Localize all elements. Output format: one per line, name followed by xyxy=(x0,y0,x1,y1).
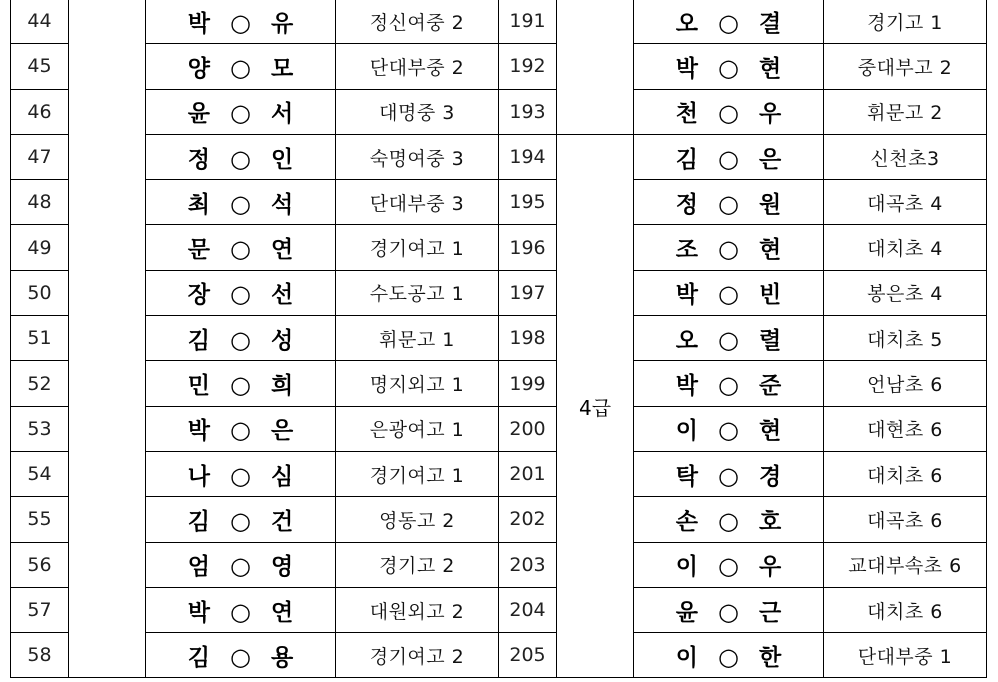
school-cell: 명지외고 1 xyxy=(336,361,499,406)
school-cell: 단대부중 1 xyxy=(824,633,987,678)
given-name: 서 xyxy=(270,101,294,128)
name-cell xyxy=(146,406,336,451)
school-cell: 휘문고 2 xyxy=(824,89,987,134)
surname: 이 xyxy=(675,554,699,581)
masked-char-circle: ○ xyxy=(230,642,251,671)
table-row xyxy=(11,89,987,134)
school-cell: 대명중 3 xyxy=(336,89,499,134)
school-cell: 교대부속초 6 xyxy=(824,542,987,587)
given-name: 준 xyxy=(758,373,782,400)
entry-number: 191 xyxy=(499,0,557,44)
surname: 양 xyxy=(187,55,211,82)
table-row xyxy=(11,44,987,89)
masked-char-circle: ○ xyxy=(718,189,739,218)
school-cell: 은광여고 1 xyxy=(336,406,499,451)
school-cell: 대곡초 4 xyxy=(824,180,987,225)
given-name: 인 xyxy=(270,146,294,173)
surname: 장 xyxy=(187,282,211,309)
entry-number: 205 xyxy=(499,633,557,678)
given-name: 석 xyxy=(270,191,294,218)
name-cell xyxy=(634,225,824,270)
masked-char-circle: ○ xyxy=(718,53,739,82)
given-name: 우 xyxy=(758,554,782,581)
given-name: 현 xyxy=(758,55,782,82)
masked-char-circle: ○ xyxy=(230,371,251,400)
school-cell: 대원외고 2 xyxy=(336,587,499,632)
name-cell xyxy=(634,270,824,315)
name-cell xyxy=(146,451,336,496)
given-name: 선 xyxy=(270,282,294,309)
surname: 천 xyxy=(675,101,699,128)
name-cell xyxy=(634,180,824,225)
entry-number: 204 xyxy=(499,587,557,632)
masked-char-circle: ○ xyxy=(718,325,739,354)
entry-number: 194 xyxy=(499,134,557,179)
name-cell xyxy=(634,451,824,496)
name-cell xyxy=(146,316,336,361)
given-name: 현 xyxy=(758,237,782,264)
entry-number: 53 xyxy=(11,406,69,451)
table-row xyxy=(11,180,987,225)
entry-number: 58 xyxy=(11,633,69,678)
masked-char-circle: ○ xyxy=(718,144,739,173)
surname: 박 xyxy=(675,373,699,400)
table-row xyxy=(11,451,987,496)
name-cell xyxy=(634,0,824,44)
table-row xyxy=(11,587,987,632)
table-row xyxy=(11,316,987,361)
name-cell xyxy=(146,633,336,678)
surname: 엄 xyxy=(187,554,211,581)
masked-char-circle: ○ xyxy=(230,235,251,264)
entry-number: 51 xyxy=(11,316,69,361)
school-cell: 경기고 1 xyxy=(824,0,987,44)
table-row xyxy=(11,270,987,315)
entry-number: 196 xyxy=(499,225,557,270)
entry-number: 198 xyxy=(499,316,557,361)
masked-char-circle: ○ xyxy=(718,416,739,445)
name-cell xyxy=(146,361,336,406)
surname: 윤 xyxy=(675,599,699,626)
school-cell: 단대부중 2 xyxy=(336,44,499,89)
given-name: 현 xyxy=(758,418,782,445)
roster-table xyxy=(10,0,987,678)
entry-number: 48 xyxy=(11,180,69,225)
name-cell xyxy=(634,497,824,542)
school-cell: 중대부고 2 xyxy=(824,44,987,89)
masked-char-circle: ○ xyxy=(718,280,739,309)
name-cell xyxy=(146,180,336,225)
name-cell xyxy=(634,89,824,134)
school-cell: 대치초 4 xyxy=(824,225,987,270)
surname: 윤 xyxy=(187,101,211,128)
school-cell: 영동고 2 xyxy=(336,497,499,542)
masked-char-circle: ○ xyxy=(718,461,739,490)
surname: 김 xyxy=(187,508,211,535)
school-cell: 경기여고 1 xyxy=(336,451,499,496)
table-row xyxy=(11,361,987,406)
surname: 박 xyxy=(675,282,699,309)
table-row xyxy=(11,542,987,587)
given-name: 렬 xyxy=(758,327,782,354)
masked-char-circle: ○ xyxy=(718,642,739,671)
table-row xyxy=(11,0,987,44)
school-cell: 신천초3 xyxy=(824,134,987,179)
given-name: 심 xyxy=(270,463,294,490)
given-name: 은 xyxy=(270,418,294,445)
name-cell xyxy=(634,361,824,406)
entry-number: 49 xyxy=(11,225,69,270)
surname: 박 xyxy=(675,55,699,82)
entry-number: 195 xyxy=(499,180,557,225)
masked-char-circle: ○ xyxy=(230,53,251,82)
entry-number: 199 xyxy=(499,361,557,406)
school-cell: 휘문고 1 xyxy=(336,316,499,361)
school-cell: 대곡초 6 xyxy=(824,497,987,542)
name-cell xyxy=(634,44,824,89)
surname: 민 xyxy=(187,373,211,400)
masked-char-circle: ○ xyxy=(718,8,739,37)
name-cell xyxy=(634,633,824,678)
school-cell: 대치초 5 xyxy=(824,316,987,361)
entry-number: 54 xyxy=(11,451,69,496)
school-cell: 경기여고 1 xyxy=(336,225,499,270)
surname: 오 xyxy=(675,327,699,354)
surname: 정 xyxy=(675,191,699,218)
table-row xyxy=(11,134,987,179)
table-row xyxy=(11,406,987,451)
given-name: 은 xyxy=(758,146,782,173)
name-cell xyxy=(634,406,824,451)
surname: 오 xyxy=(675,10,699,37)
given-name: 건 xyxy=(270,508,294,535)
masked-char-circle: ○ xyxy=(230,597,251,626)
name-cell xyxy=(634,316,824,361)
entry-number: 44 xyxy=(11,0,69,44)
roster-table-body xyxy=(11,0,987,678)
given-name: 한 xyxy=(758,644,782,671)
school-cell: 숙명여중 3 xyxy=(336,134,499,179)
name-cell xyxy=(146,270,336,315)
entry-number: 192 xyxy=(499,44,557,89)
surname: 박 xyxy=(187,599,211,626)
entry-number: 52 xyxy=(11,361,69,406)
masked-char-circle: ○ xyxy=(718,552,739,581)
name-cell xyxy=(146,587,336,632)
masked-char-circle: ○ xyxy=(718,99,739,128)
entry-number: 47 xyxy=(11,134,69,179)
given-name: 호 xyxy=(758,508,782,535)
masked-char-circle: ○ xyxy=(230,461,251,490)
entry-number: 56 xyxy=(11,542,69,587)
entry-number: 201 xyxy=(499,451,557,496)
table-row xyxy=(11,633,987,678)
surname: 손 xyxy=(675,508,699,535)
given-name: 우 xyxy=(758,101,782,128)
given-name: 빈 xyxy=(758,282,782,309)
school-cell: 경기여고 2 xyxy=(336,633,499,678)
surname: 정 xyxy=(187,146,211,173)
grade-cell-right xyxy=(557,0,634,134)
name-cell xyxy=(634,542,824,587)
masked-char-circle: ○ xyxy=(230,99,251,128)
given-name: 결 xyxy=(758,10,782,37)
surname: 박 xyxy=(187,10,211,37)
school-cell: 봉은초 4 xyxy=(824,270,987,315)
school-cell: 정신여중 2 xyxy=(336,0,499,44)
name-cell xyxy=(146,134,336,179)
given-name: 모 xyxy=(270,55,294,82)
name-cell xyxy=(146,497,336,542)
given-name: 희 xyxy=(270,373,294,400)
name-cell xyxy=(146,89,336,134)
masked-char-circle: ○ xyxy=(718,506,739,535)
masked-char-circle: ○ xyxy=(230,552,251,581)
school-cell: 언남초 6 xyxy=(824,361,987,406)
surname: 최 xyxy=(187,191,211,218)
entry-number: 55 xyxy=(11,497,69,542)
name-cell xyxy=(146,225,336,270)
surname: 나 xyxy=(187,463,211,490)
entry-number: 202 xyxy=(499,497,557,542)
masked-char-circle: ○ xyxy=(718,235,739,264)
name-cell xyxy=(634,587,824,632)
surname: 김 xyxy=(675,146,699,173)
entry-number: 193 xyxy=(499,89,557,134)
school-cell: 수도공고 1 xyxy=(336,270,499,315)
surname: 이 xyxy=(675,644,699,671)
table-row xyxy=(11,497,987,542)
entry-number: 197 xyxy=(499,270,557,315)
entry-number: 200 xyxy=(499,406,557,451)
name-cell xyxy=(146,44,336,89)
given-name: 근 xyxy=(758,599,782,626)
name-cell xyxy=(146,0,336,44)
given-name: 영 xyxy=(270,554,294,581)
school-cell: 단대부중 3 xyxy=(336,180,499,225)
given-name: 연 xyxy=(270,237,294,264)
masked-char-circle: ○ xyxy=(230,144,251,173)
masked-char-circle: ○ xyxy=(230,189,251,218)
masked-char-circle: ○ xyxy=(230,280,251,309)
entry-number: 46 xyxy=(11,89,69,134)
entry-number: 203 xyxy=(499,542,557,587)
grade-cell-left xyxy=(69,0,146,678)
masked-char-circle: ○ xyxy=(718,371,739,400)
surname: 이 xyxy=(675,418,699,445)
grade-label: 4급 xyxy=(557,134,634,678)
school-cell: 경기고 2 xyxy=(336,542,499,587)
masked-char-circle: ○ xyxy=(718,597,739,626)
entry-number: 45 xyxy=(11,44,69,89)
school-cell: 대치초 6 xyxy=(824,451,987,496)
masked-char-circle: ○ xyxy=(230,8,251,37)
given-name: 연 xyxy=(270,599,294,626)
given-name: 유 xyxy=(270,10,294,37)
surname: 김 xyxy=(187,327,211,354)
masked-char-circle: ○ xyxy=(230,416,251,445)
surname: 조 xyxy=(675,237,699,264)
entry-number: 57 xyxy=(11,587,69,632)
name-cell xyxy=(634,134,824,179)
masked-char-circle: ○ xyxy=(230,506,251,535)
masked-char-circle: ○ xyxy=(230,325,251,354)
given-name: 원 xyxy=(758,191,782,218)
surname: 탁 xyxy=(675,463,699,490)
table-row xyxy=(11,225,987,270)
name-cell xyxy=(146,542,336,587)
surname: 박 xyxy=(187,418,211,445)
given-name: 경 xyxy=(758,463,782,490)
surname: 문 xyxy=(187,237,211,264)
school-cell: 대치초 6 xyxy=(824,587,987,632)
surname: 김 xyxy=(187,644,211,671)
entry-number: 50 xyxy=(11,270,69,315)
given-name: 성 xyxy=(270,327,294,354)
school-cell: 대현초 6 xyxy=(824,406,987,451)
given-name: 용 xyxy=(270,644,294,671)
